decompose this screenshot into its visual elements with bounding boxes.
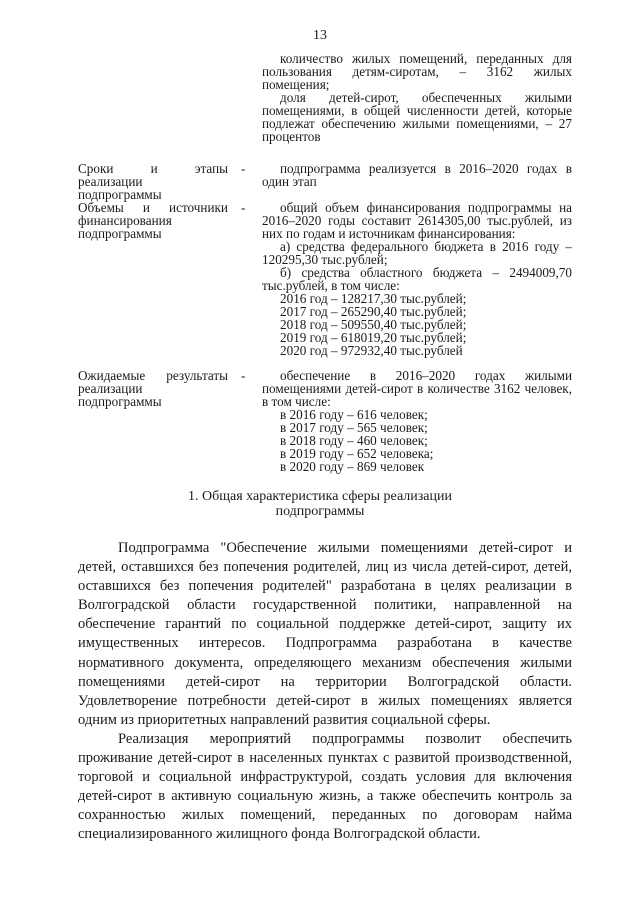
funding-year-2017: 2017 год – 265290,40 тыс.рублей; [280,304,467,319]
row-label-funding: Объемы и источники финансирования подпрограммы [78,200,228,241]
results-year-2019: в 2019 году – 652 человека; [280,446,434,461]
results-year-2017: в 2017 году – 565 человек; [280,420,428,435]
funding-federal: а) средства федерального бюджета в 2016 году – 120295,30 тыс.рублей; [262,239,572,267]
results-year-2020: в 2020 году – 869 человек [280,459,425,474]
row-value-results [262,369,572,473]
indicator-share: доля детей-сирот, обеспеченных жилыми помещениями, в общей численности детей, которые подлежат обеспечению жилыми помещениями, – 27 процентов [262,90,572,144]
funding-year-2020: 2020 год – 972932,40 тыс.рублей [280,343,463,358]
indicator-housing-count: количество жилых помещений, переданных для пользования детям-сиротам, – 3162 жилых помещения; [262,51,572,92]
funding-year-2019: 2019 год – 618019,20 тыс.рублей; [280,330,467,345]
passport-continuation [262,52,572,143]
body-paragraph-1: Подпрограмма "Обеспечение жилыми помещениями детей-сирот и детей, оставшихся без попечения родителей, лиц из числа детей-сирот, детей, оставшихся без попечения родителей" разработана в целях реализации в Волгоградской области государственной политики, направленной на обеспечение гарантий по социальной поддержке детей-сирот, защиту их имущественных интересов. Подпрограмма разработана в качестве нормативного документа, определяющего механизм обеспечения жилыми помещениями детей-сирот на территории Волгоградской области. Удовлетворение потребности детей-сирот в жилых помещениях является одним из приоритетных направлений развития социальной сферы. [78,540,572,728]
row-dash: - [241,161,246,176]
row-value-funding [262,201,572,357]
row-dash: - [241,200,246,215]
funding-year-2018: 2018 год – 509550,40 тыс.рублей; [280,317,467,332]
row-dash: - [241,368,246,383]
funding-intro: общий объем финансирования подпрограммы на 2016–2020 годы составит 2614305,00 тыс.рублей, из них по годам и источникам финансирования: [262,200,572,241]
funding-regional: б) средства областного бюджета – 2494009,70 тыс.рублей, в том числе: [262,265,572,293]
results-intro: обеспечение в 2016–2020 годах жилыми помещениями детей-сирот в количестве 3162 человек, в том числе: [262,368,572,409]
section-heading [0,489,640,519]
results-year-2018: в 2018 году – 460 человек; [280,433,428,448]
section-heading-line2: подпрограммы [275,504,365,519]
body-paragraph-2: Реализация мероприятий подпрограммы позволит обеспечить проживание детей-сирот в населенных пунктах с развитой производственной, торговой и социальной инфраструктурой, создать условия для включения детей-сирот в активную социальную жизнь, а также обеспечить контроль за сохранностью жилых помещений, переданных по договорам найма специализированного жилищного фонда Волгоградской области. [78,731,572,843]
section-heading-line1: 1. Общая характеристика сферы реализации [188,489,452,504]
row-label-results: Ожидаемые результаты реализации подпрограммы [78,368,228,409]
page-number: 13 [313,28,327,43]
results-year-2016: в 2016 году – 616 человек; [280,407,428,422]
funding-year-2016: 2016 год – 128217,30 тыс.рублей; [280,291,467,306]
row-value-terms: подпрограмма реализуется в 2016–2020 годах в один этап [262,161,572,189]
row-label-terms: Сроки и этапы реализации подпрограммы [78,161,228,202]
